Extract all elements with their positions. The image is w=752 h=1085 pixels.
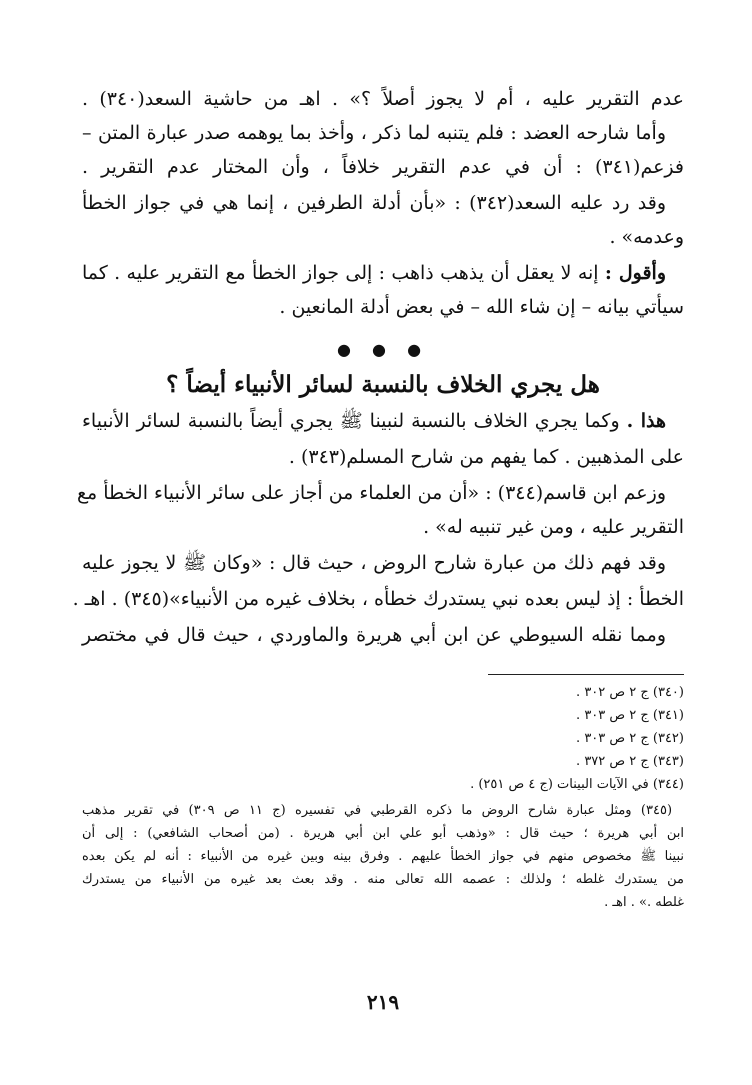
footnote-342: (٣٤٢) ج ٢ ص ٣٠٣ . <box>576 731 684 746</box>
section-line-4: التقرير عليه ، ومن غير تنبيه له» . <box>423 516 684 538</box>
page-number: ٢١٩ <box>366 990 400 1014</box>
aqulu-label: وأقول : <box>604 262 666 284</box>
footnote-340: (٣٤٠) ج ٢ ص ٣٠٢ . <box>576 685 684 700</box>
body-line-7: سيأتي بيانه – إن شاء الله – في بعض أدلة المانعين . <box>279 296 684 318</box>
section-line-6: الخطأ : إذ ليس بعده نبي يستدرك خطأه ، بخلاف غيره من الأنبياء»(٣٤٥) . اهـ . <box>72 588 684 610</box>
body-line-4: وقد رد عليه السعد(٣٤٢) : «بأن أدلة الطرفين ، إنما هي في جواز الخطأ <box>82 192 667 214</box>
body-line-5: وعدمه» . <box>609 226 684 248</box>
footnote-345-line-4: من يستدرك غلطه ؛ ولذلك : عصمه الله تعالى منه . وقد بعث بعد غيره من الأنبياء من يستدرك <box>82 872 684 887</box>
body-line-6-text: إنه لا يعقل أن يذهب ذاهب : إلى جواز الخطأ مع التقرير عليه . كما <box>82 262 599 284</box>
section-line-1-text: وكما يجري الخلاف بالنسبة لنبينا ﷺ يجري أيضاً بالنسبة لسائر الأنبياء <box>82 410 620 432</box>
body-line-2: وأما شارحه العضد : فلم يتنبه لما ذكر ، وأخذ بما يوهمه صدر عبارة المتن – <box>82 122 666 144</box>
section-line-2: على المذهبين . كما يفهم من شارح المسلم(٣٤٣) . <box>288 446 684 468</box>
body-line-1: عدم التقرير عليه ، أم لا يجوز أصلاً ؟» . اهـ من حاشية السعد(٣٤٠) . <box>82 88 684 110</box>
body-line-6 <box>82 258 684 290</box>
footnote-344: (٣٤٤) في الآيات البينات (ج ٤ ص ٢٥١) . <box>470 777 684 792</box>
footnote-345-line-3: نبينا ﷺ مخصوص منهم في جواز الخطأ عليهم . وفرق بينه وبين غيره من الأنبياء : أنه لم يكن بعده <box>82 849 684 864</box>
section-line-5: وقد فهم ذلك من عبارة شارح الروض ، حيث قال : «وكان ﷺ لا يجوز عليه <box>82 552 666 574</box>
hatha-label: هذا . <box>626 410 666 432</box>
footnote-341: (٣٤١) ج ٢ ص ٣٠٣ . <box>576 708 684 723</box>
footnote-345-line-1: (٣٤٥) ومثل عبارة شارح الروض ما ذكره القرطبي في تفسيره (ج ١١ ص ٣٠٩) في تقرير مذهب <box>82 803 673 818</box>
section-separator: ● ● ● <box>336 340 430 359</box>
body-line-3: فزعم(٣٤١) : أن في عدم التقرير خلافاً ، وأن المختار عدم التقرير . <box>82 156 684 178</box>
section-heading: هل يجري الخلاف بالنسبة لسائر الأنبياء أيضاً ؟ <box>166 371 600 398</box>
footnote-divider <box>488 674 684 675</box>
footnote-345-line-2: ابن أبي هريرة ؛ حيث قال : «وذهب أبو علي ابن أبي هريرة . (من أصحاب الشافعي) : إلى أن <box>82 826 684 841</box>
footnote-343: (٣٤٣) ج ٢ ص ٣٧٢ . <box>576 754 684 769</box>
footnote-345-line-5: غلطه .» . اهـ . <box>604 895 684 910</box>
section-line-7: ومما نقله السيوطي عن ابن أبي هريرة والماوردي ، حيث قال في مختصر <box>82 624 666 646</box>
section-line-1 <box>82 406 684 438</box>
section-line-3: وزعم ابن قاسم(٣٤٤) : «أن من العلماء من أجاز على سائر الأنبياء الخطأ مع <box>76 482 666 504</box>
